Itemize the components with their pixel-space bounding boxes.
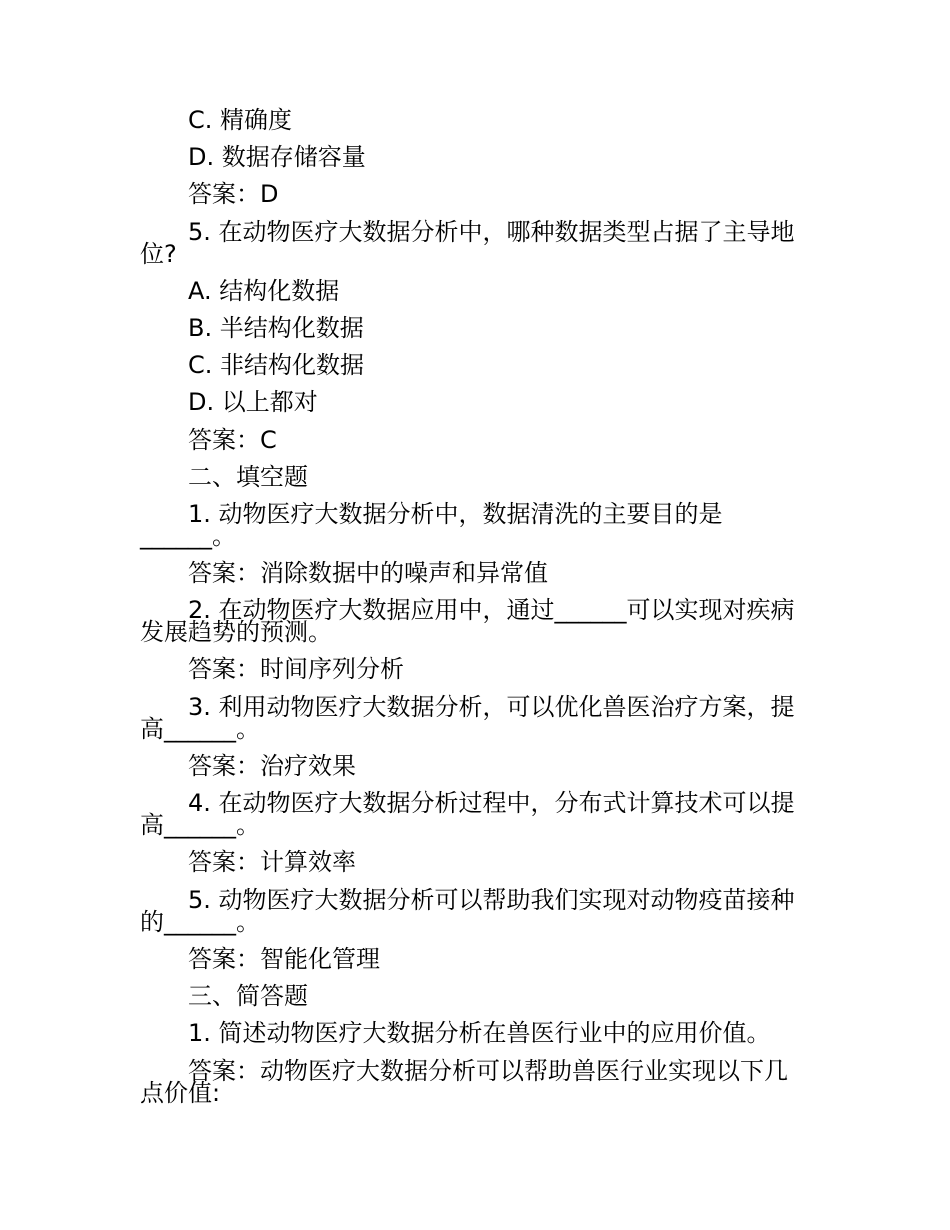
answer-line bbox=[140, 754, 820, 778]
line-text: 答案：D bbox=[188, 180, 279, 208]
answer-line bbox=[140, 1059, 820, 1083]
line-text: 答案：C bbox=[188, 426, 277, 454]
line-text: 5. 在动物医疗大数据分析中，哪种数据类型占据了主导地 bbox=[188, 218, 795, 246]
answer-line bbox=[140, 657, 820, 681]
line-text: 2. 在动物医疗大数据应用中，通过______可以实现对疾病 bbox=[188, 596, 795, 624]
question-line bbox=[140, 220, 820, 244]
question-continuation bbox=[140, 717, 820, 741]
line-text: 发展趋势的预测。 bbox=[140, 618, 332, 646]
line-text: 1. 简述动物医疗大数据分析在兽医行业中的应用价值。 bbox=[188, 1019, 771, 1047]
section-heading bbox=[140, 465, 820, 489]
question-line bbox=[140, 502, 820, 526]
question-continuation bbox=[140, 620, 820, 644]
line-text: 答案：消除数据中的噪声和异常值 bbox=[188, 559, 548, 587]
line-text: 答案：智能化管理 bbox=[188, 945, 380, 973]
answer-line bbox=[140, 428, 820, 452]
question-continuation bbox=[140, 813, 820, 837]
line-text: 高______。 bbox=[140, 811, 260, 839]
answer-line bbox=[140, 561, 820, 585]
line-text: 答案：治疗效果 bbox=[188, 752, 356, 780]
line-text: 5. 动物医疗大数据分析可以帮助我们实现对动物疫苗接种 bbox=[188, 886, 795, 914]
line-text: 3. 利用动物医疗大数据分析，可以优化兽医治疗方案，提 bbox=[188, 693, 795, 721]
option-line bbox=[140, 145, 820, 169]
answer-line bbox=[140, 182, 820, 206]
option-line bbox=[140, 353, 820, 377]
option-line bbox=[140, 316, 820, 340]
answer-line bbox=[140, 947, 820, 971]
line-text: 点价值: bbox=[140, 1079, 221, 1107]
question-continuation bbox=[140, 524, 820, 548]
line-text: 答案：动物医疗大数据分析可以帮助兽医行业实现以下几 bbox=[188, 1057, 788, 1085]
line-text: D. 数据存储容量 bbox=[188, 143, 366, 171]
line-text: A. 结构化数据 bbox=[188, 277, 340, 305]
line-text: 位? bbox=[140, 240, 177, 268]
answer-continuation bbox=[140, 1081, 820, 1105]
question-continuation bbox=[140, 242, 820, 266]
line-text: 1. 动物医疗大数据分析中，数据清洗的主要目的是 bbox=[188, 500, 723, 528]
line-text: D. 以上都对 bbox=[188, 388, 318, 416]
line-text: 答案：时间序列分析 bbox=[188, 655, 404, 683]
question-line bbox=[140, 1021, 820, 1045]
question-continuation bbox=[140, 910, 820, 934]
line-text: 高______。 bbox=[140, 715, 260, 743]
line-text: 的______。 bbox=[140, 908, 260, 936]
option-line bbox=[140, 390, 820, 414]
line-text: 三、简答题 bbox=[188, 982, 308, 1010]
line-text: 二、填空题 bbox=[188, 463, 308, 491]
line-text: C. 精确度 bbox=[188, 106, 293, 134]
option-line bbox=[140, 279, 820, 303]
option-line bbox=[140, 108, 820, 132]
answer-line bbox=[140, 850, 820, 874]
line-text: ______。 bbox=[140, 522, 236, 550]
section-heading bbox=[140, 984, 820, 1008]
line-text: C. 非结构化数据 bbox=[188, 351, 365, 379]
line-text: 4. 在动物医疗大数据分析过程中，分布式计算技术可以提 bbox=[188, 789, 795, 817]
line-text: 答案：计算效率 bbox=[188, 848, 356, 876]
line-text: B. 半结构化数据 bbox=[188, 314, 364, 342]
